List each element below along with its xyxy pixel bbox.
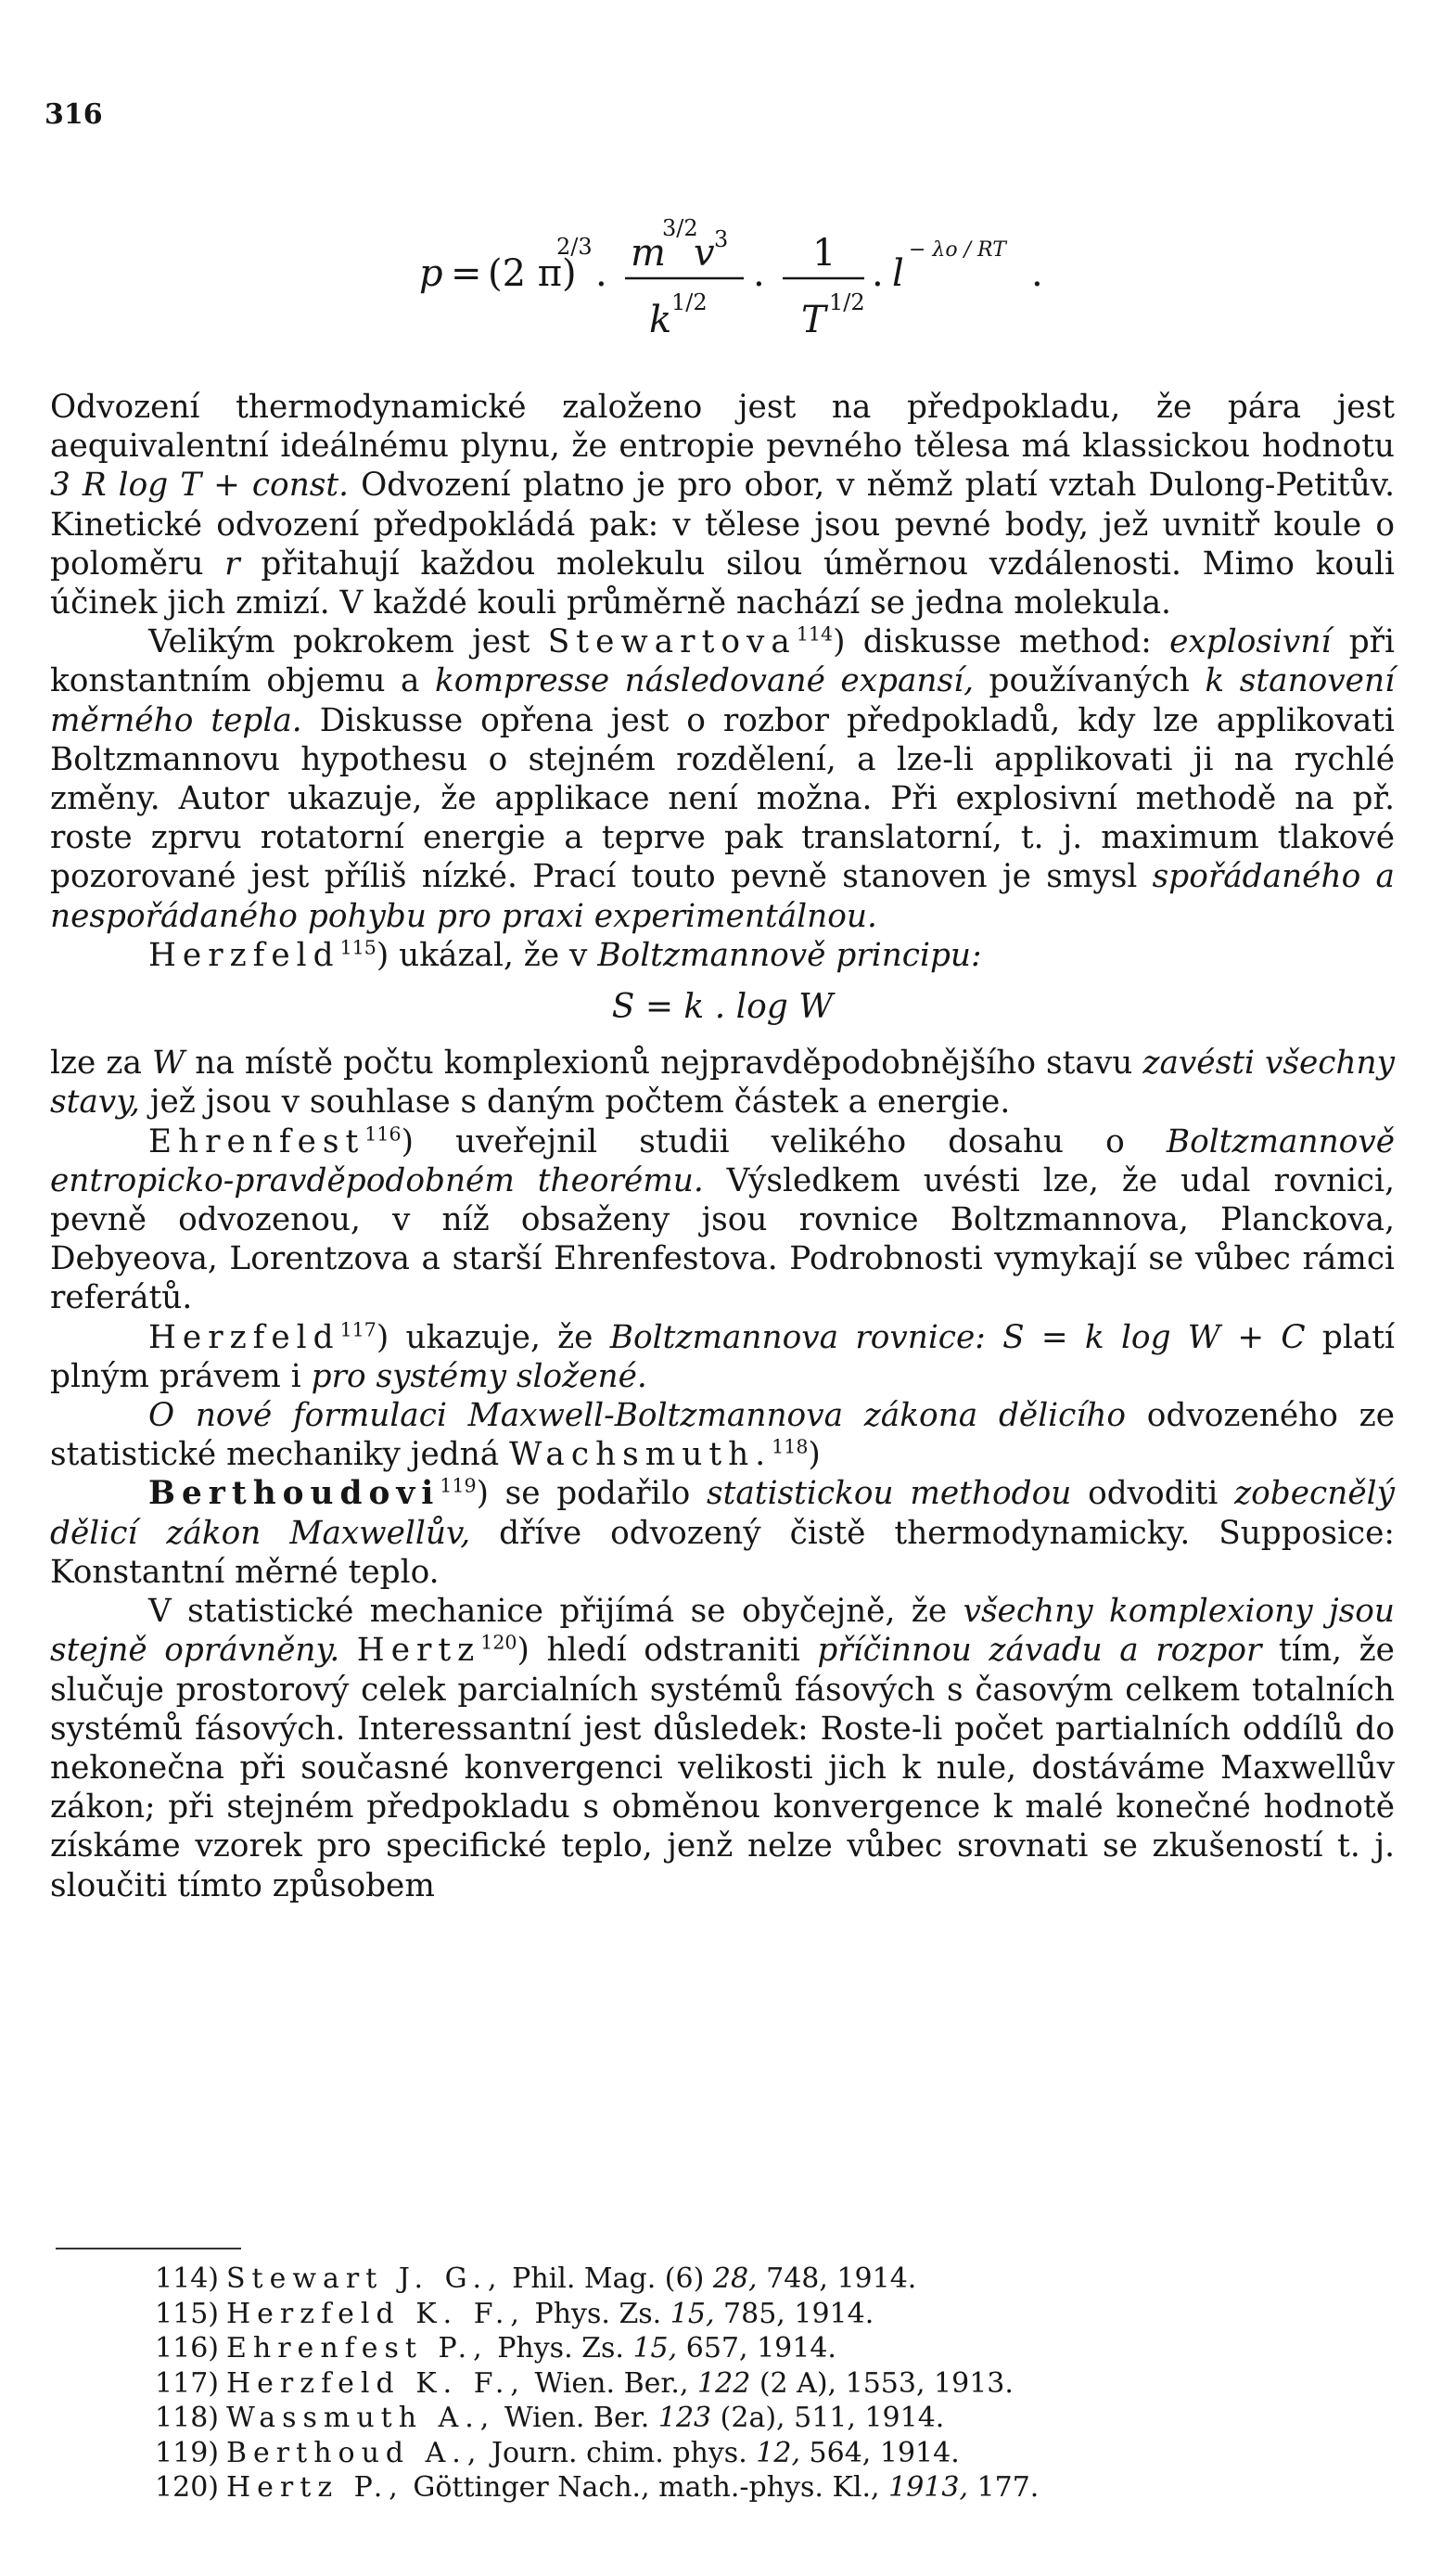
footnote-divider bbox=[56, 2248, 241, 2249]
footnote-118: 118) Wassmuth A., Wien. Ber. 123 (2a), 511, 1914. bbox=[155, 2402, 945, 2434]
paragraph-9: V statistické mechanice přijímá se obyčejně, že všechny komplexiony jsou stejně oprávněny. Hertz$^{120}$) hledí odstraniti příčinnou závadu a rozpor tím, že slučuje prostorový celek parcialních systémů fásových s časovým celkem totalních systémů fásových. Interessantní jest důsledek: Roste-li počet partialních oddílů do nekonečna při současné konvergenci velikosti jich k nule, dostáváme Maxwellův zákon; při stejném předpokladu s obměnou konvergence k malé konečné hodnotě získáme vzorek pro specifické teplo, jenž nelze vůbec srovnati se zkušeností t. j. sloučiti tímto způsobem bbox=[50, 1593, 1395, 1904]
main-formula bbox=[419, 193, 1068, 378]
formula-lhs: p bbox=[419, 252, 443, 295]
formula-dot-2: . bbox=[753, 252, 765, 295]
footnotes bbox=[147, 2262, 1352, 2506]
ref-118: 118 bbox=[772, 1435, 809, 1458]
formula-l: l bbox=[892, 252, 904, 295]
ref-114: 114 bbox=[796, 622, 834, 646]
formula-den-T: T bbox=[801, 299, 826, 341]
paragraph-4: lze za W na místě počtu komplexionů nejpravděpodobnějšího stavu zavésti všechny stavy, jež jsou v souhlase s daným počtem částek a energie. bbox=[50, 1044, 1396, 1121]
formula-num-m: m bbox=[631, 232, 666, 275]
ref-115: 115 bbox=[339, 936, 376, 959]
paragraph-2: Velikým pokrokem jest Stewartova$^{114}$) diskusse method: explosivní při konstantním objemu a kompresse následované expansí, používaných k stanovení měrného tepla. Diskusse opřena jest o rozbor předpokladů, kdy lze applikovati Boltzmannovu hypothesu o stejném rozdělení, a lze-li applikovati ji na rychlé změny. Autor ukazuje, že applikace není možna. Při explosivní methodě na př. roste zprvu rotatorní energie a teprve pak translatorní, t. j. maximum tlakové pozorované jest příliš nízké. Prací touto pevně stanoven je smysl spořádaného a nespořádaného pohybu pro praxi experimentálnou. bbox=[50, 622, 1396, 935]
formula-dot-3: . bbox=[872, 252, 884, 295]
paragraph-1: Odvození thermodynamické založeno jest na předpokladu, že pára jest aequivalentní ideálnému plynu, že entropie pevného tělesa má klassickou hodnotu 3 R log T + const. Odvození platno je pro obor, v němž platí vztah Dulong-Petitův. Kinetické odvození předpokládá pak: v tělese jsou pevné body, jež uvnitř koule o poloměru r přitahují každou molekulu silou úměrnou vzdálenosti. Mimo kouli účinek jich zmizí. V každé kouli průměrně nachází se jedna molekula. bbox=[50, 389, 1396, 622]
formula-num-m-exp: 3/2 bbox=[662, 215, 698, 241]
formula-num-v: v bbox=[694, 232, 715, 275]
formula-den-T-exp: 1/2 bbox=[829, 289, 865, 315]
ref-120: 120 bbox=[480, 1631, 517, 1654]
paragraph-5: Ehrenfest$^{116}$) uveřejnil studii velikého dosahu o Boltzmannově entropicko-pravděpodobném theorému. Výsledkem uvésti lze, že udal rovnici, pevně odvozenou, v níž obsaženy jsou rovnice Boltzmannova, Planckova, Debyeova, Lorentzova a starší Ehrenfestova. Podrobnosti vymykají se vůbec rámci referátů. bbox=[50, 1122, 1395, 1317]
paragraph-3: Herzfeld$^{115}$) ukázal, že v Boltzmannově principu: bbox=[148, 936, 982, 974]
formula-num-v-exp: 3 bbox=[714, 226, 729, 252]
equation-entropy: S = k . log W bbox=[611, 988, 834, 1027]
footnote-116: 116) Ehrenfest P., Phys. Zs. 15, 657, 1914. bbox=[155, 2332, 836, 2365]
formula-end: . bbox=[1031, 252, 1043, 295]
body-text bbox=[50, 388, 1395, 1905]
ref-119: 119 bbox=[440, 1475, 477, 1498]
ref-117: 117 bbox=[339, 1318, 376, 1341]
footnote-120: 120) Hertz P., Göttinger Nach., math.-phys. Kl., 1913, 177. bbox=[155, 2471, 1040, 2504]
footnote-114: 114) Stewart J. G., Phil. Mag. (6) 28, 748, 1914. bbox=[155, 2262, 917, 2295]
formula-dot: . bbox=[595, 252, 607, 295]
formula-base: (2 π) bbox=[488, 252, 577, 295]
ref-116: 116 bbox=[364, 1122, 402, 1146]
formula-equals: = bbox=[451, 252, 482, 295]
page-number: 316 bbox=[45, 98, 103, 131]
footnote-115: 115) Herzfeld K. F., Phys. Zs. 15, 785, 1914. bbox=[155, 2297, 874, 2330]
formula-l-exp: − λo / RT bbox=[909, 238, 1006, 262]
paragraph-6: Herzfeld$^{117}$) ukazuje, že Boltzmannova rovnice: S = k log W + C platí plným právem i pro systémy složené. bbox=[50, 1318, 1395, 1395]
formula-den-k: k bbox=[649, 299, 672, 341]
footnote-119: 119) Berthoud A., Journ. chim. phys. 12, 564, 1914. bbox=[155, 2436, 960, 2469]
footnote-117: 117) Herzfeld K. F., Wien. Ber., 122 (2 A), 1553, 1913. bbox=[155, 2366, 1014, 2400]
paragraph-8: Berthoudovi$^{119}$) se podařilo statistickou methodou odvoditi zobecnělý dělicí zákon Maxwellův, dříve odvozený čistě thermodynamicky. Supposice: Konstantní měrné teplo. bbox=[50, 1475, 1395, 1591]
formula-frac2-num: 1 bbox=[812, 232, 836, 275]
formula-base-exp: 2/3 bbox=[556, 234, 593, 260]
paragraph-7: O nové formulaci Maxwell-Boltzmannova zákona dělicího odvozeného ze statistické mechaniky jedná Wachsmuth.$^{118}$) bbox=[50, 1397, 1396, 1474]
formula-den-k-exp: 1/2 bbox=[671, 289, 708, 315]
